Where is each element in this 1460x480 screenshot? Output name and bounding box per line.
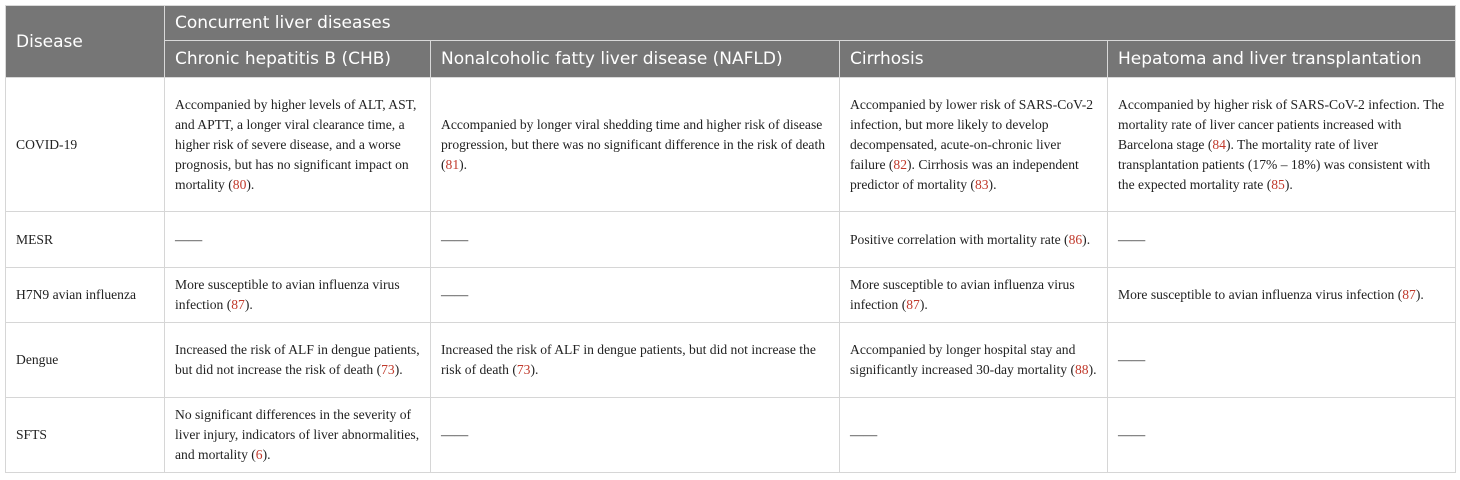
reference-link[interactable]: 87 (1402, 287, 1416, 302)
table-row (6, 78, 1456, 212)
cell-text: ). (244, 297, 253, 312)
cell-nafld (431, 268, 840, 323)
cell-text: Accompanied by longer viral shedding time and higher risk of disease progression, but there was no significant difference in the risk of death ( (441, 116, 826, 172)
cell-text: —— (850, 427, 878, 442)
cell-text: Accompanied by higher risk of SARS-CoV-2 infection. The mortality rate of liver cancer patients increased with Barcelona stage ( (1118, 96, 1445, 152)
reference-link[interactable]: 85 (1271, 176, 1285, 192)
reference-link[interactable]: 86 (1068, 231, 1083, 247)
cell-text: —— (441, 231, 469, 247)
cell-text: More susceptible to avian influenza virus infection ( (1118, 287, 1403, 302)
table-row (6, 212, 1456, 268)
reference-link[interactable]: 73 (516, 362, 531, 377)
cell-hepatoma (1108, 323, 1456, 398)
cell-text: ). (530, 362, 539, 377)
column-header-hepatoma: Hepatoma and liver transplantation (1108, 41, 1456, 78)
cell-cirrhosis (840, 323, 1108, 398)
cell-text: ). (394, 362, 403, 377)
disease-cell: SFTS (6, 398, 165, 473)
cell-text: ). (1082, 231, 1091, 247)
cell-text: —— (1118, 352, 1146, 367)
cell-chb (165, 78, 431, 212)
cell-text: Accompanied by lower risk of SARS-CoV-2 infection, but more likely to develop decompensated, acute-on-chronic liver failure ( (850, 96, 1094, 172)
cell-text: ). (1415, 287, 1424, 302)
cell-text: —— (441, 427, 469, 442)
reference-link[interactable]: 87 (231, 297, 245, 312)
cell-text: ). (1284, 176, 1293, 192)
cell-text: Increased the risk of ALF in dengue patients, but did not increase the risk of death ( (441, 342, 816, 377)
cell-text: ). Cirrhosis was an independent predictor of mortality ( (850, 156, 1079, 192)
cell-text: ). (988, 176, 997, 192)
table-header (6, 6, 1456, 78)
disease-cell: Dengue (6, 323, 165, 398)
column-header-nafld: Nonalcoholic fatty liver disease (NAFLD) (431, 41, 840, 78)
cell-chb (165, 323, 431, 398)
cell-text: More susceptible to avian influenza virus infection ( (850, 277, 1075, 312)
cell-text: No significant differences in the severity of liver injury, indicators of liver abnormalities, and mortality ( (175, 407, 420, 462)
cell-chb (165, 212, 431, 268)
cell-chb (165, 398, 431, 473)
reference-link[interactable]: 84 (1212, 136, 1226, 152)
cell-text: ). (1088, 362, 1097, 377)
disease-cell: MESR (6, 212, 165, 268)
cell-text: —— (441, 287, 469, 302)
cell-hepatoma (1108, 398, 1456, 473)
cell-text: —— (175, 231, 203, 247)
cell-hepatoma (1108, 212, 1456, 268)
cell-text: Accompanied by longer hospital stay and significantly increased 30-day mortality ( (850, 342, 1076, 377)
concurrent-liver-diseases-header: Concurrent liver diseases (165, 6, 1456, 41)
disease-column-header: Disease (6, 6, 165, 78)
cell-text: —— (1118, 231, 1146, 247)
cell-nafld (431, 323, 840, 398)
disease-cell: COVID-19 (6, 78, 165, 212)
reference-link[interactable]: 83 (974, 176, 989, 192)
comparison-table (5, 5, 1456, 473)
disease-cell: H7N9 avian influenza (6, 268, 165, 323)
cell-text: ). (459, 156, 468, 172)
cell-text: —— (1118, 427, 1146, 442)
reference-link[interactable]: 73 (381, 362, 395, 377)
cell-hepatoma (1108, 268, 1456, 323)
cell-text: Positive correlation with mortality rate ( (850, 231, 1069, 247)
cell-text: ). (246, 176, 255, 192)
cell-nafld (431, 212, 840, 268)
cell-cirrhosis (840, 268, 1108, 323)
column-header-chb: Chronic hepatitis B (CHB) (165, 41, 431, 78)
cell-nafld (431, 78, 840, 212)
table-body (6, 78, 1456, 473)
cell-chb (165, 268, 431, 323)
cell-text: Increased the risk of ALF in dengue patients, but did not increase the risk of death ( (175, 342, 420, 377)
cell-text: ). (262, 447, 271, 462)
reference-link[interactable]: 80 (232, 176, 247, 192)
cell-hepatoma (1108, 78, 1456, 212)
cell-text: Accompanied by higher levels of ALT, AST, and APTT, a longer viral clearance time, a higher risk of severe disease, and a worse prognosis, but has no significant impact on mortality ( (175, 96, 417, 192)
column-header-cirrhosis: Cirrhosis (840, 41, 1108, 78)
cell-cirrhosis (840, 78, 1108, 212)
cell-cirrhosis (840, 398, 1108, 473)
cell-text: ). The mortality rate of liver transplantation patients (17% – 18%) was consistent with the expected mortality rate ( (1118, 136, 1431, 192)
cell-text: More susceptible to avian influenza virus infection ( (175, 277, 400, 312)
cell-cirrhosis (840, 212, 1108, 268)
reference-link[interactable]: 6 (255, 447, 263, 462)
cell-nafld (431, 398, 840, 473)
table-row (6, 268, 1456, 323)
reference-link[interactable]: 88 (1074, 362, 1089, 377)
table-row (6, 323, 1456, 398)
reference-link[interactable]: 81 (445, 156, 460, 172)
cell-text: ). (919, 297, 928, 312)
reference-link[interactable]: 87 (906, 297, 920, 312)
table-row (6, 398, 1456, 473)
reference-link[interactable]: 82 (893, 156, 907, 172)
